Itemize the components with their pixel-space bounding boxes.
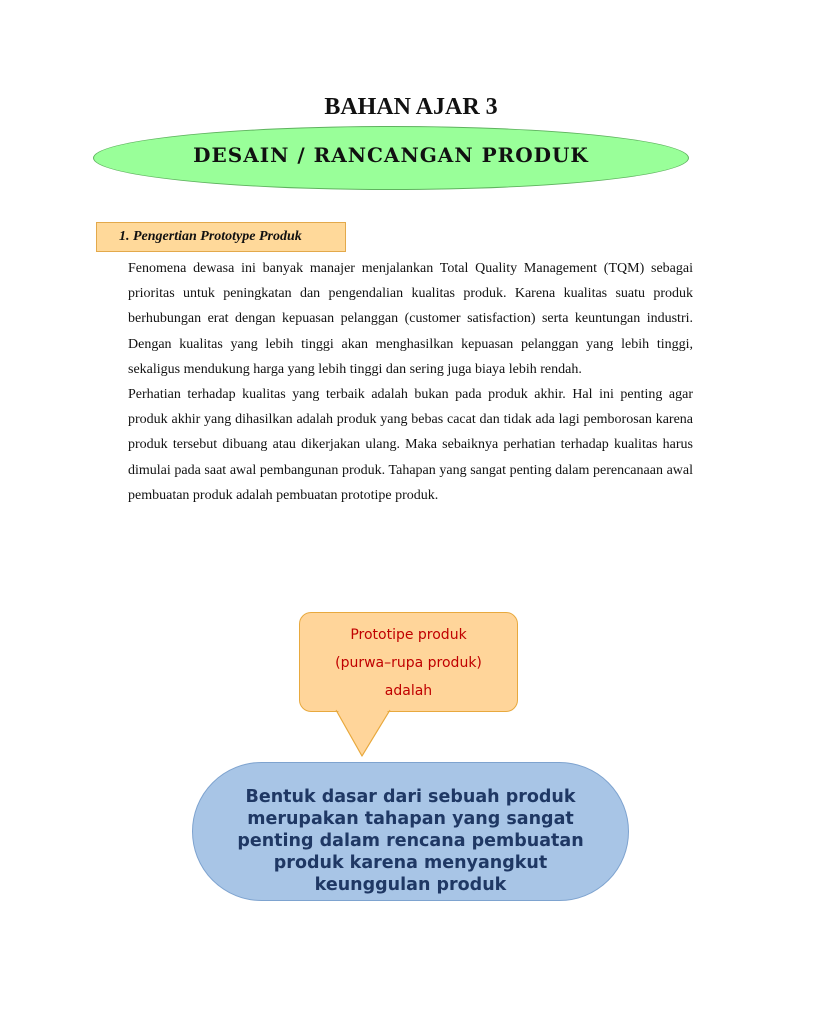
- definition-line-4: produk karena menyangkut: [273, 853, 548, 873]
- subtitle-text: DESAIN / RANCANGAN PRODUK: [193, 143, 589, 167]
- paragraph-2: Perhatian terhadap kualitas yang terbaik adalah bukan pada produk akhir. Hal ini penting agar produk akhir yang dihasilkan adalah produk yang bebas cacat dan tidak ada lagi pemborosan karena produk tersebut dibuang atau dikerjakan ulang. Maka sebaiknya perhatian terhadap kualitas harus dimulai pada saat awal pembangunan produk. Tahapan yang sangat penting dalam perencanaan awal pembuatan produk adalah pembuatan prototipe produk.: [128, 387, 693, 503]
- callout-line-1: Prototipe produk: [350, 627, 467, 643]
- callout-box: [299, 612, 518, 712]
- section-heading: 1. Pengertian Prototype Produk: [96, 222, 346, 252]
- definition-line-3: penting dalam rencana pembuatan: [237, 831, 584, 851]
- definition-line-1: Bentuk dasar dari sebuah produk: [245, 787, 576, 807]
- callout-line-2: (purwa–rupa produk): [335, 655, 482, 671]
- definition-text: [193, 786, 628, 895]
- definition-line-2: merupakan tahapan yang sangat: [247, 809, 574, 829]
- paragraph-1: Fenomena dewasa ini banyak manajer menjalankan Total Quality Management (TQM) sebagai prioritas untuk peningkatan dan pengendalian kualitas produk. Karena kualitas suatu produk berhubungan erat dengan kepuasan pelanggan (customer satisfaction) serta keuntungan industri. Dengan kualitas yang lebih tinggi akan menghasilkan kepuasan pelanggan yang lebih tinggi, sekaligus mendukung harga yang lebih tinggi dan sering juga biaya lebih rendah.: [128, 261, 693, 377]
- definition-line-5: keunggulan produk: [314, 875, 507, 895]
- subtitle-ellipse: [93, 126, 689, 190]
- body-text: [128, 256, 693, 508]
- page-title: BAHAN AJAR 3: [324, 94, 498, 120]
- definition-box: [192, 762, 629, 901]
- callout-line-3: adalah: [384, 683, 433, 699]
